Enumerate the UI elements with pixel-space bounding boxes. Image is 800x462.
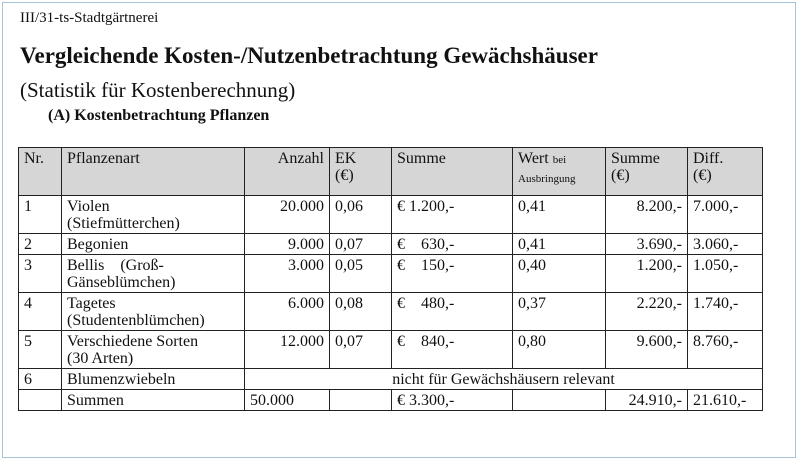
cell-ek: 0,08 — [330, 293, 392, 331]
cell-not-relevant-note: nicht für Gewächshäusern relevant — [245, 369, 763, 390]
cost-table — [18, 147, 763, 411]
table-row — [19, 196, 763, 234]
cell-wert: 0,37 — [513, 293, 606, 331]
section-heading: (A) Kostenbetrachtung Pflanzen — [48, 107, 270, 124]
cell-pflanzenart: Violen (Stiefmütterchen) — [62, 196, 245, 234]
department-code: III/31-ts-Stadtgärtnerei — [20, 10, 159, 26]
cell-wert: 0,41 — [513, 196, 606, 234]
cell-wert: 0,40 — [513, 255, 606, 293]
cell-ek: 0,05 — [330, 255, 392, 293]
cell-summe: € 480,- — [392, 293, 513, 331]
cell-total-summe: € 3.300,- — [392, 390, 513, 411]
header-nr: Nr. — [19, 148, 62, 196]
cell-nr: 2 — [19, 234, 62, 255]
cell-wert: 0,80 — [513, 331, 606, 369]
cell-anzahl: 9.000 — [245, 234, 330, 255]
header-summe: Summe — [392, 148, 513, 196]
cell-total-summe-eur: 24.910,- — [606, 390, 688, 411]
cell-diff: 7.000,- — [688, 196, 763, 234]
cell-pflanzenart: Tagetes (Studentenblümchen) — [62, 293, 245, 331]
cell-anzahl: 12.000 — [245, 331, 330, 369]
header-wert: Wert bei Ausbringung — [513, 148, 606, 196]
table-row — [19, 293, 763, 331]
cell-nr: 1 — [19, 196, 62, 234]
cell-nr: 6 — [19, 369, 62, 390]
cell-diff: 8.760,- — [688, 331, 763, 369]
cell-total-diff: 21.610,- — [688, 390, 763, 411]
cell-diff: 3.060,- — [688, 234, 763, 255]
header-pflanzenart: Pflanzenart — [62, 148, 245, 196]
cell-summe-eur: 9.600,- — [606, 331, 688, 369]
table-row — [19, 331, 763, 369]
cell-summe: € 150,- — [392, 255, 513, 293]
cell-ek-empty — [330, 390, 392, 411]
cell-total-anzahl: 50.000 — [245, 390, 330, 411]
table-row — [19, 234, 763, 255]
cell-ek: 0,07 — [330, 234, 392, 255]
header-anzahl: Anzahl — [245, 148, 330, 196]
cell-summe: € 840,- — [392, 331, 513, 369]
cell-summe-eur: 1.200,- — [606, 255, 688, 293]
cell-summe: € 1.200,- — [392, 196, 513, 234]
cell-anzahl: 20.000 — [245, 196, 330, 234]
cell-anzahl: 3.000 — [245, 255, 330, 293]
cell-nr: 3 — [19, 255, 62, 293]
table-row-bulbs — [19, 369, 763, 390]
cell-diff: 1.050,- — [688, 255, 763, 293]
cell-wert: 0,41 — [513, 234, 606, 255]
cell-pflanzenart: Bellis (Groß- Gänseblümchen) — [62, 255, 245, 293]
cell-nr: 4 — [19, 293, 62, 331]
header-diff: Diff. (€) — [688, 148, 763, 196]
cell-summe-eur: 2.220,- — [606, 293, 688, 331]
table-row-totals — [19, 390, 763, 411]
cell-ek: 0,06 — [330, 196, 392, 234]
cell-wert-empty — [513, 390, 606, 411]
cell-pflanzenart: Begonien — [62, 234, 245, 255]
header-summe-eur: Summe (€) — [606, 148, 688, 196]
table-header-row — [19, 148, 763, 196]
document-title: Vergleichende Kosten-/Nutzenbetrachtung Gewächshäuser — [20, 43, 598, 68]
cell-summe: € 630,- — [392, 234, 513, 255]
document-subtitle: (Statistik für Kostenberechnung) — [20, 78, 296, 102]
header-ek: EK (€) — [330, 148, 392, 196]
cell-summe-eur: 8.200,- — [606, 196, 688, 234]
cell-nr-empty — [19, 390, 62, 411]
cell-nr: 5 — [19, 331, 62, 369]
cell-diff: 1.740,- — [688, 293, 763, 331]
cell-anzahl: 6.000 — [245, 293, 330, 331]
cell-summe-eur: 3.690,- — [606, 234, 688, 255]
cell-ek: 0,07 — [330, 331, 392, 369]
cell-pflanzenart: Blumenzwiebeln — [62, 369, 245, 390]
table-row — [19, 255, 763, 293]
cell-totals-label: Summen — [62, 390, 245, 411]
cell-pflanzenart: Verschiedene Sorten (30 Arten) — [62, 331, 245, 369]
